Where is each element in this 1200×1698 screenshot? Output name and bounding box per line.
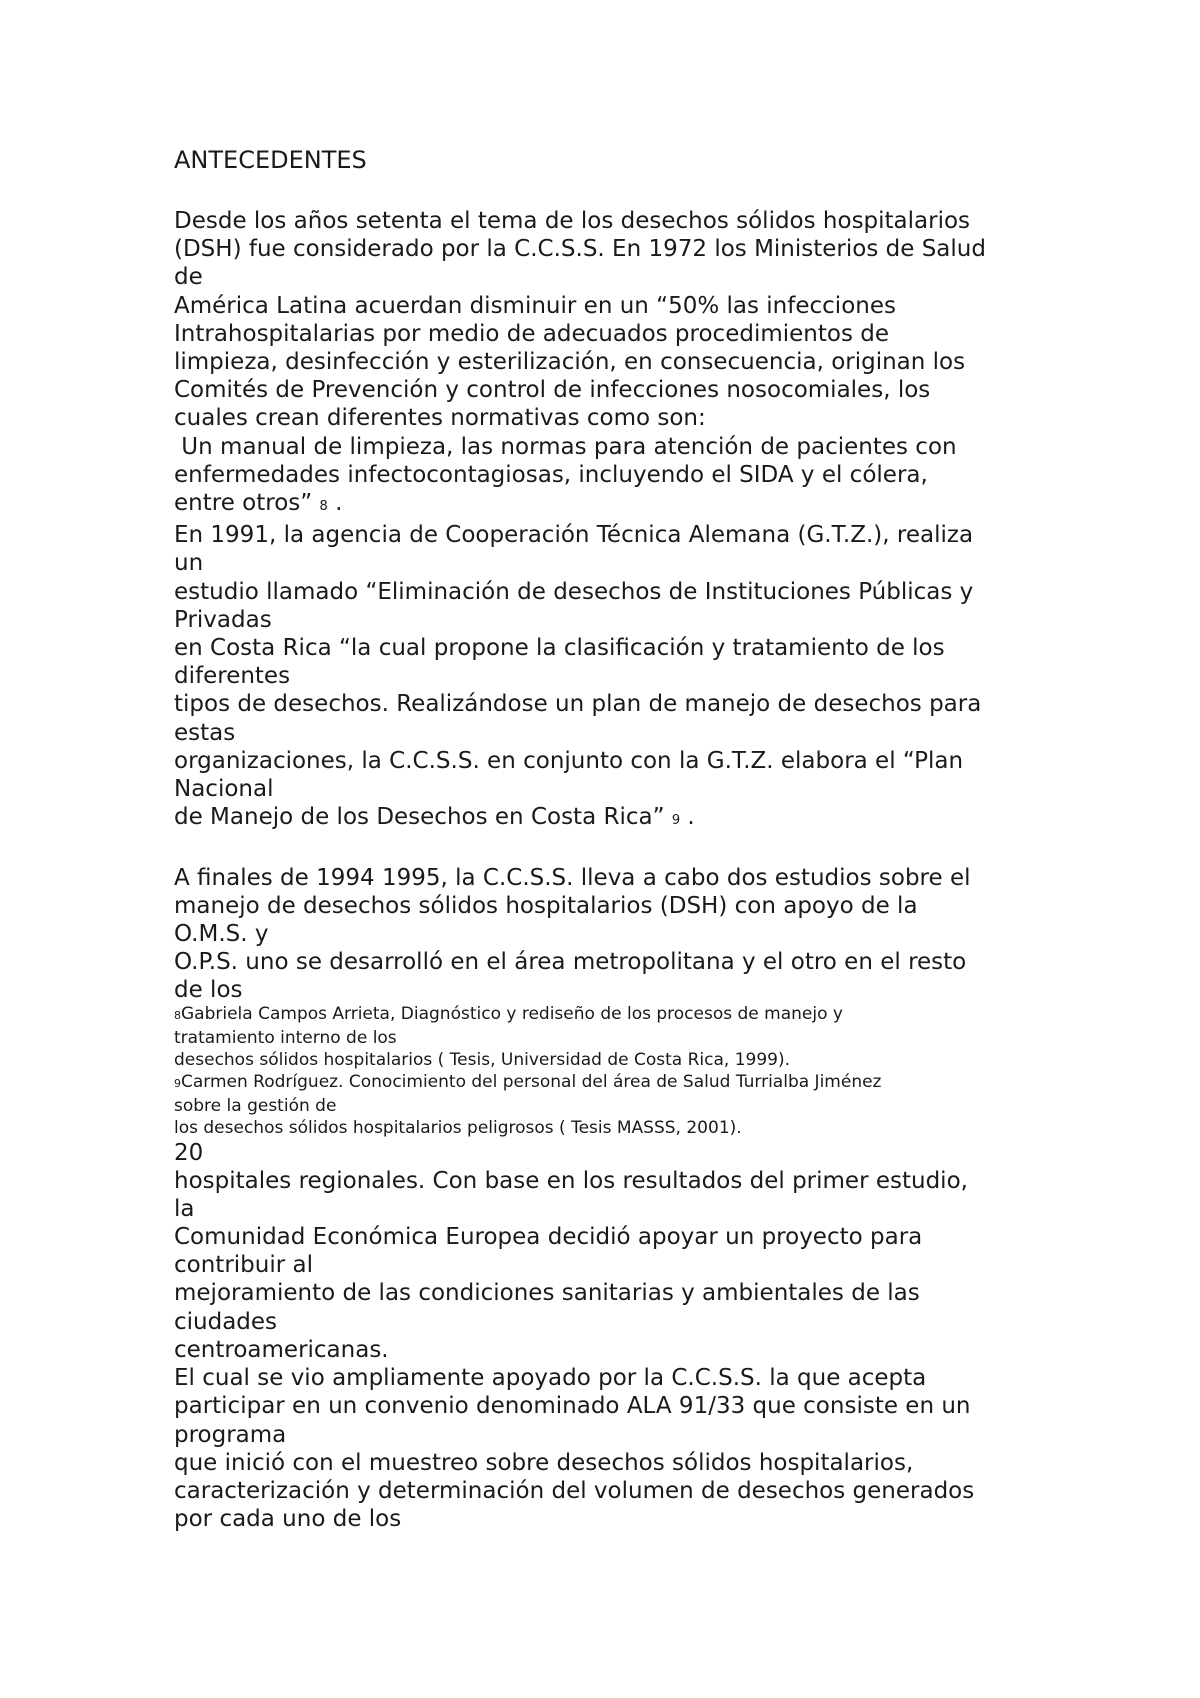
text-line: de los [174,977,243,1004]
text-line: (DSH) fue considerado por la C.C.S.S. En 1972 los Ministerios de Salud [174,236,986,263]
text-line: de [174,264,203,291]
text-line-with-footnote [174,803,1074,835]
text-line: Intrahospitalarias por medio de adecuados procedimientos de [174,320,889,347]
footnote-text: Carmen Rodríguez. Conocimiento del personal del área de Salud Turrialba Jiménez [181,1071,882,1092]
text-segment: de Manejo de los Desechos en Costa Rica” [174,804,672,831]
text-line: caracterización y determinación del volumen de desechos generados [174,1477,975,1504]
text-line: Privadas [174,606,272,633]
document-content [174,144,1074,1533]
page-number: 20 [174,1139,204,1166]
footnote-9 [174,1071,1074,1095]
text-line: por cada uno de los [174,1506,402,1533]
text-line: cuales crean diferentes normativas como son: [174,405,706,432]
footnote-reference[interactable]: 8 [319,499,328,515]
text-line: O.M.S. y [174,921,269,948]
text-line: O.P.S. uno se desarrolló en el área metropolitana y el otro en el resto [174,949,967,976]
text-line: Desde los años setenta el tema de los desechos sólidos hospitalarios [174,208,971,234]
text-line: contribuir al [174,1252,313,1279]
text-line: enfermedades infectocontagiosas, incluyendo el SIDA y el cólera, [174,461,928,488]
text-line: en Costa Rica “la cual propone la clasificación y tratamiento de los [174,635,945,662]
text-line: que inició con el muestreo sobre desechos sólidos hospitalarios, [174,1449,914,1476]
text-line: diferentes [174,663,291,690]
text-segment: . [680,804,695,831]
footnote-text: los desechos sólidos hospitalarios peligrosos ( Tesis MASSS, 2001). [174,1117,742,1138]
text-line: la [174,1195,195,1222]
text-line: El cual se vio ampliamente apoyado por la C.C.S.S. la que acepta [174,1365,927,1392]
footnotes [174,1003,1074,1139]
text-segment: . [327,490,343,517]
text-segment: entre otros” [174,490,320,517]
text-line: América Latina acuerdan disminuir en un “50% las infecciones [174,292,896,319]
text-line: programa [174,1421,287,1448]
footnote-reference[interactable]: 9 [671,813,681,829]
text-line: Comités de Prevención y control de infecciones nosocomiales, los [174,377,931,404]
text-line: En 1991, la agencia de Cooperación Técnica Alemana (G.T.Z.), realiza [174,522,974,549]
text-line: ciudades [174,1308,278,1335]
body-text [174,207,1074,1533]
text-line: manejo de desechos sólidos hospitalarios (DSH) con apoyo de la [174,892,918,919]
text-line: estas [174,719,236,746]
footnote-text: Gabriela Campos Arrieta, Diagnóstico y rediseño de los procesos de manejo y [181,1003,843,1024]
text-line: centroamericanas. [174,1336,389,1363]
section-title: ANTECEDENTES [174,146,367,174]
text-line: A finales de 1994 1995, la C.C.S.S. lleva a cabo dos estudios sobre el [174,864,971,891]
footnote-number: 8 [174,1008,181,1022]
footnote-8 [174,1003,1074,1027]
text-line: limpieza, desinfección y esterilización, en consecuencia, originan los [174,349,966,376]
text-line: organizaciones, la C.C.S.S. en conjunto con la G.T.Z. elabora el “Plan [174,747,964,774]
text-line: Un manual de limpieza, las normas para atención de pacientes con [174,433,957,460]
footnote-number: 9 [174,1076,181,1090]
text-line-with-footnote [174,489,1074,521]
text-line: tipos de desechos. Realizándose un plan de manejo de desechos para [174,691,982,718]
text-line: hospitales regionales. Con base en los resultados del primer estudio, [174,1167,968,1194]
footnote-text: sobre la gestión de [174,1095,337,1116]
paragraph-spacer [174,835,1074,863]
footnote-text: desechos sólidos hospitalarios ( Tesis, Universidad de Costa Rica, 1999). [174,1049,790,1070]
text-line: Nacional [174,776,274,803]
text-line: Comunidad Económica Europea decidió apoyar un proyecto para [174,1224,923,1251]
text-line: participar en un convenio denominado ALA 91/33 que consiste en un [174,1393,971,1420]
text-line: un [174,550,204,577]
text-line: estudio llamado “Eliminación de desechos de Instituciones Públicas y [174,578,974,605]
footnote-text: tratamiento interno de los [174,1027,397,1048]
text-line: mejoramiento de las condiciones sanitarias y ambientales de las [174,1280,920,1307]
